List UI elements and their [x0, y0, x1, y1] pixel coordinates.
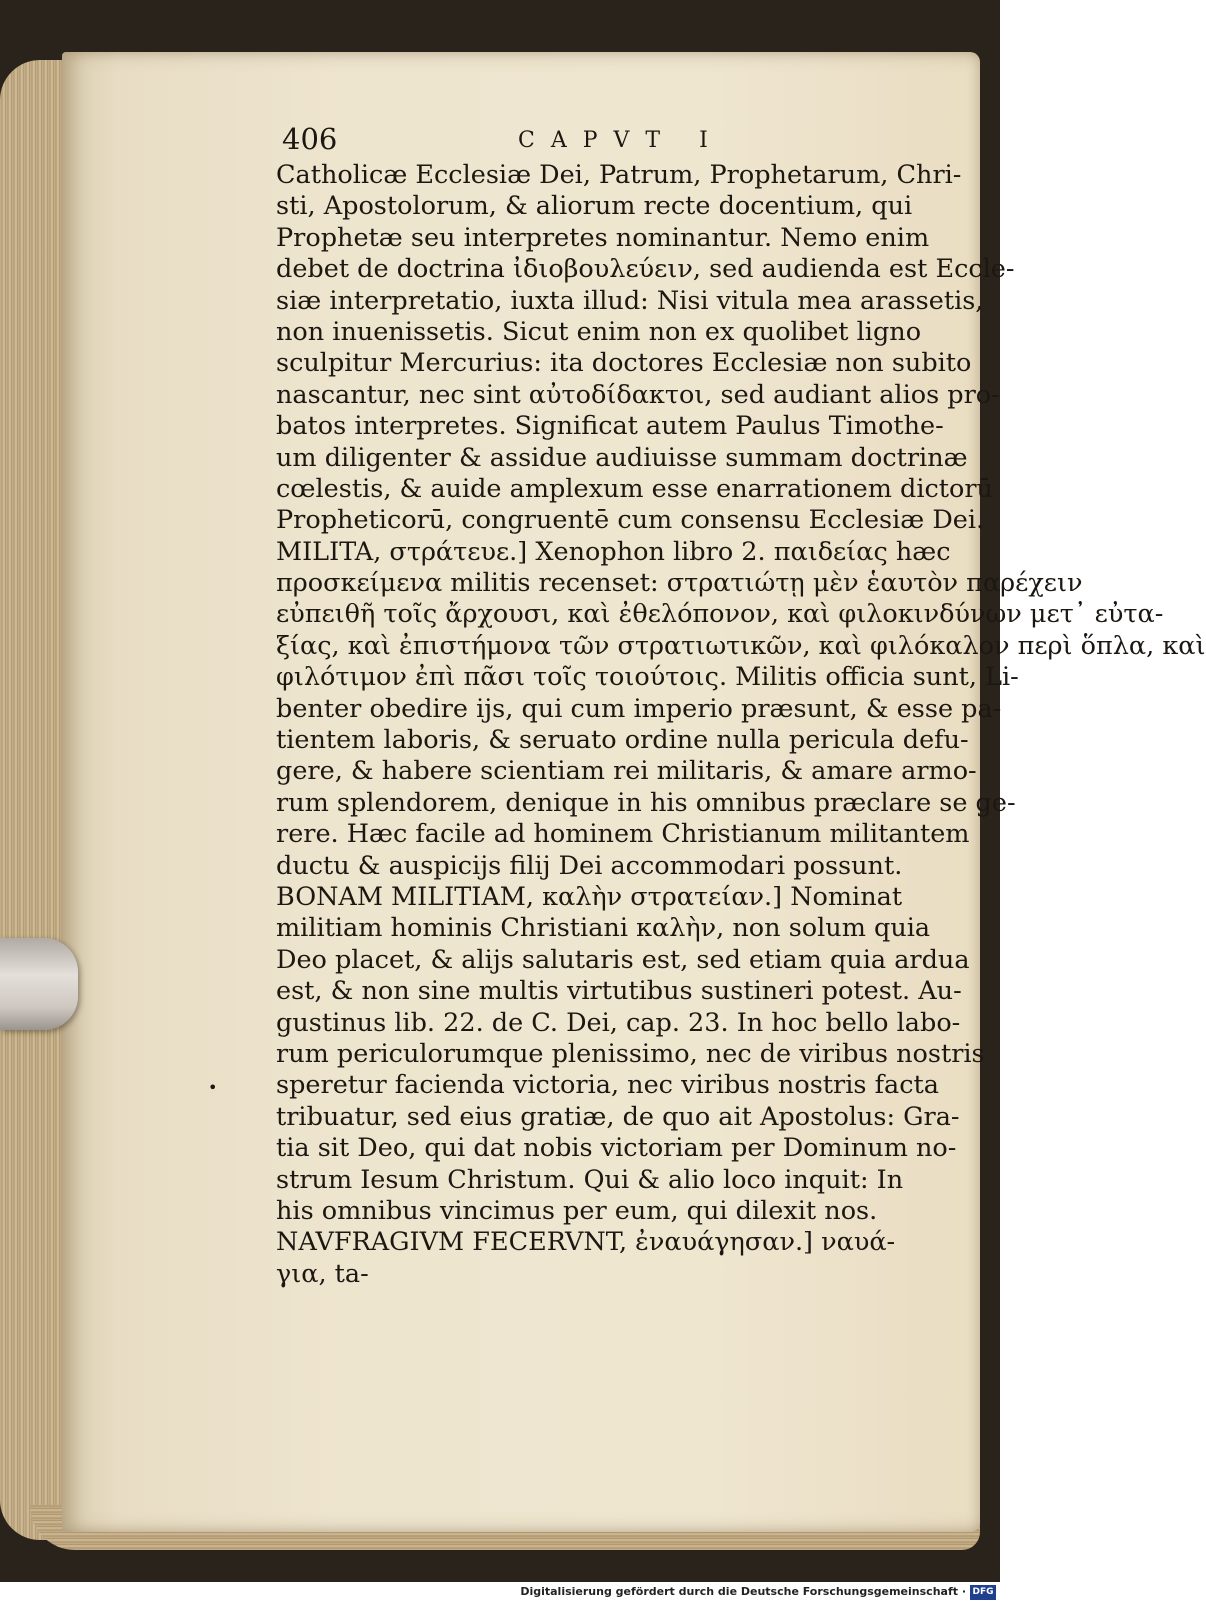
dfg-logo: DFG: [970, 1585, 996, 1600]
text-line: benter obedire ijs, qui cum imperio præsunt, & esse pa-: [276, 693, 1002, 724]
text-line: nascantur, nec sint αὐτοδίδακτοι, sed audiant alios pro-: [276, 379, 1000, 410]
text-line: φιλότιμον ἐπὶ πᾶσι τοῖς τοιούτοις. Militis officia sunt, Li-: [276, 662, 1019, 693]
text-line: για, ta-: [276, 1258, 369, 1289]
text-line: batos interpretes. Significat autem Paulus Timothe-: [276, 411, 944, 442]
text-line: BONAM MILITIAM, καλὴν στρατείαν.] Nominat: [276, 881, 903, 912]
text-line: sculpitur Mercurius: ita doctores Ecclesiæ non subito: [276, 348, 972, 379]
text-line: Propheticorū, congruentē cum consensu Ecclesiæ Dei.: [276, 505, 985, 536]
text-line: tribuatur, sed eius gratiæ, de quo ait Apostolus: Gra-: [276, 1101, 960, 1132]
text-line: est, & non sine multis virtutibus sustineri potest. Au-: [276, 976, 962, 1007]
footer-bar: [0, 1582, 1000, 1605]
text-line: ductu & auspicijs filij Dei accommodari possunt.: [276, 850, 903, 881]
text-line: strum Iesum Christum. Qui & alio loco inquit: In: [276, 1164, 904, 1195]
text-line: gere, & habere scientiam rei militaris, & amare armo-: [276, 756, 977, 787]
text-line: Deo placet, & alijs salutaris est, sed etiam quia ardua: [276, 944, 970, 975]
text-line: his omnibus vincimus per eum, qui dilexit nos.: [276, 1195, 878, 1226]
page-number: 406: [282, 122, 338, 156]
text-line: siæ interpretatio, iuxta illud: Nisi vitula mea arassetis,: [276, 285, 984, 316]
text-line: προσκείμενα militis recenset: στρατιώτῃ μὲν ἑαυτὸν παρέχειν: [276, 568, 1083, 599]
text-line: speretur facienda victoria, nec viribus nostris facta: [276, 1070, 939, 1101]
page-header: [282, 122, 942, 162]
funding-notice: Digitalisierung gefördert durch die Deutsche Forschungsgemeinschaft ·: [520, 1585, 966, 1598]
page-clip-tab: [0, 938, 78, 1030]
text-line: um diligenter & assidue audiuisse summam doctrinæ: [276, 442, 968, 473]
text-line: ξίας, καὶ ἐπιστήμονα τῶν στρατιωτικῶν, καὶ φιλόκαλον περὶ ὅπλα, καὶ: [276, 630, 1206, 661]
text-line: rum splendorem, denique in his omnibus præclare se ge-: [276, 787, 1016, 818]
text-line: militiam hominis Christiani καλὴν, non solum quia: [276, 913, 931, 944]
text-line: non inuenissetis. Sicut enim non ex quolibet ligno: [276, 316, 922, 347]
running-head: CAPVT I: [518, 128, 724, 153]
text-line: εὐπειθῆ τοῖς ἄρχουσι, καὶ ἐθελόπονον, καὶ φιλοκινδύνων μετ᾽ εὐτα-: [276, 599, 1164, 630]
text-line: tientem laboris, & seruato ordine nulla pericula defu-: [276, 725, 969, 756]
text-line: MILITA, στράτευε.] Xenophon libro 2. παιδείας hæc: [276, 536, 951, 567]
text-line: rum periculorumque plenissimo, nec de viribus nostris: [276, 1038, 985, 1069]
text-line: Prophetæ seu interpretes nominantur. Nemo enim: [276, 222, 930, 253]
text-line: sti, Apostolorum, & aliorum recte docentium, qui: [276, 191, 913, 222]
text-line: tia sit Deo, qui dat nobis victoriam per Dominum no-: [276, 1133, 957, 1164]
margin-mark: •: [208, 1078, 218, 1097]
text-line: Catholicæ Ecclesiæ Dei, Patrum, Prophetarum, Chri-: [276, 160, 962, 190]
body-text: [276, 160, 1206, 1290]
text-line: rere. Hæc facile ad hominem Christianum militantem: [276, 819, 970, 850]
text-line: debet de doctrina ἰδιοβουλεύειν, sed audienda est Eccle-: [276, 254, 1015, 285]
text-line: gustinus lib. 22. de C. Dei, cap. 23. In hoc bello labo-: [276, 1007, 961, 1038]
text-line: cœlestis, & auide amplexum esse enarrationem dictorū: [276, 473, 993, 504]
text-line: NAVFRAGIVM FECERVNT, ἐναυάγησαν.] ναυά-: [276, 1227, 896, 1258]
